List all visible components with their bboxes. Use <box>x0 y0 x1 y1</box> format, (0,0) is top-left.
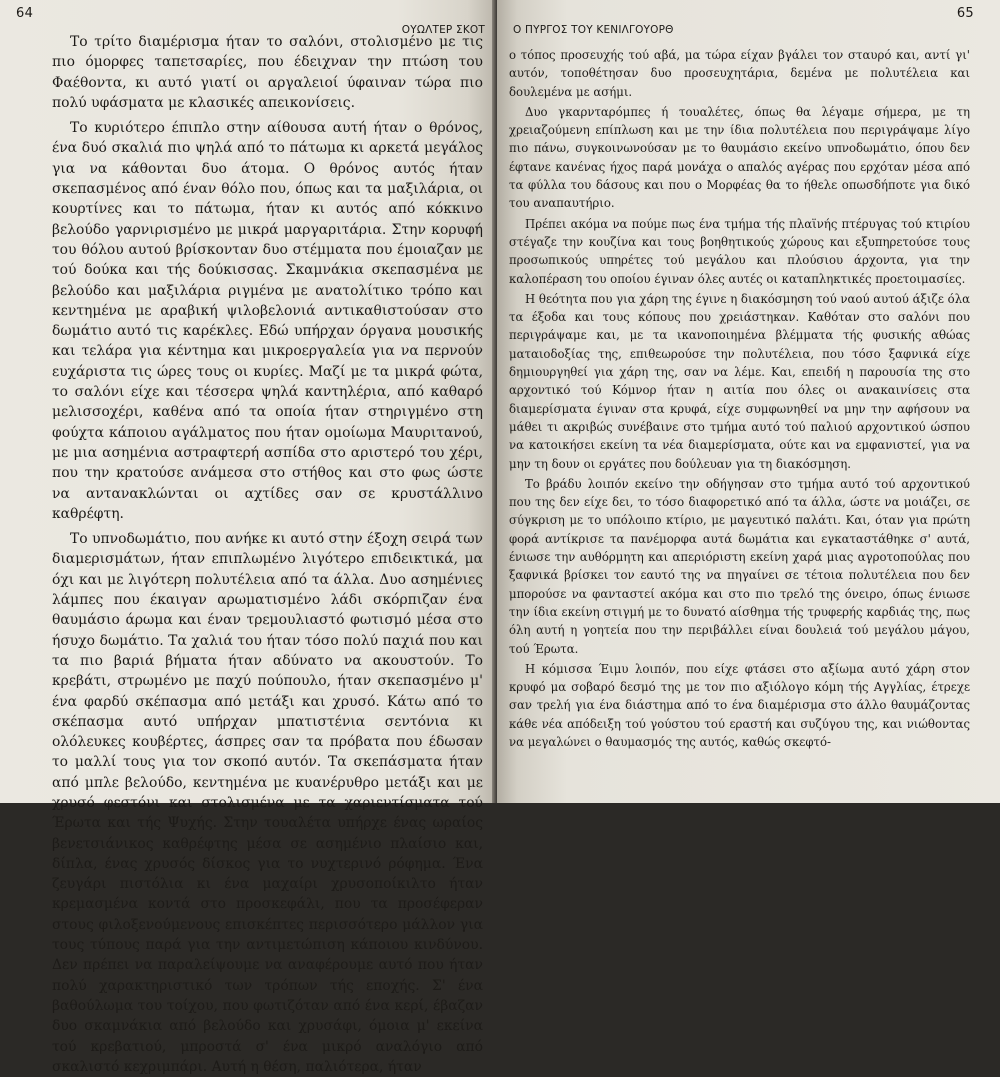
left-page-number: 64 <box>16 6 34 21</box>
right-paragraph-1: ο τόπος προσευχής τού αβά, μα τώρα είχαν βγάλει τον σταυρό και, αντί γι' αυτόν, τοποθέτησαν δυο προσευχητάρια, δεμένα με πολυτέλεια και δουλεμένα με ασήμι. <box>509 48 970 99</box>
left-page-header <box>16 6 485 36</box>
right-paragraph-3: Πρέπει ακόμα να πούμε πως ένα τμήμα τής πλαϊνής πτέρυγας τού κτιρίου στέγαζε την κουζίνα και τους βοηθητικούς χώρους και εξυπηρετούσε τους προσωπικούς υπηρέτες τού μεγάλου και πλούσιου άρχοντα, για την καλοπέραση του οποίου έγιναν όλες αυτές οι καταπληκτικές προετοιμασίες. <box>509 216 970 286</box>
left-paragraph-3: Το υπνοδωμάτιο, που ανήκε κι αυτό στην έξοχη σειρά των διαμερισμάτων, ήταν επιπλωμένο λιγότερο επιδεικτικά, μα όχι και με λιγότερη πολυτέλεια από τα άλλα. Δυο ασημένιες λάμπες που έκαιγαν αρωματισμένο λάδι σκόρπιζαν ένα θαυμάσιο άρωμα και έναν τρεμουλιαστό φωτισμό μέσα στο ήσυχο δωμάτιο. Τα χαλιά του ήταν τόσο πολύ παχιά που και τα πιο βαριά βήματα ήταν αδύνατο να ακουστούν. Το κρεβάτι, στρωμένο με παχύ πούπουλο, ήταν σκεπασμένο μ' ένα φαρδύ σκέπασμα από μετάξι και χρυσό. Κάτω από το σκέπασμα αυτό υπήρχαν μπατιστένια σεντόνια κι ολόλευκες κουβέρτες, άσπρες σαν τα πρόβατα που έδωσαν το μαλλί τους για τον σκοπό αυτόν. Τα σκεπάσματα ήταν από μπλε βελούδο, κεντημένα με κυανέρυθρο μετάξι και με χρυσό φεστόνι και στολισμένα με τα χαριεντίσματα τού Έρωτα και τής Ψυχής. Στην τουαλέτα υπήρχε ένας ωραίος βενετσιάνικος καθρέφτης μέσα σε ασημένιο πλαίσιο και, δίπλα, ένας χρυσός δίσκος για το νυχτερινό ρόφημα. Ένα ζευγάρι πιστόλια κι ένα μαχαίρι χρυσοποίκιλτο ήταν κρεμασμένα κοντά στο προσκεφάλι, που τα προσέφεραν στους φιλοξενούμενους επισκέπτες περισσότερο μάλλον για τους τύπους παρά για την αντιμετώπιση κάποιου κινδύνου. Δεν πρέπει να παραλείψουμε να αναφέρουμε αυτό που ήταν πολύ χαρακτηριστικό των τρόπων τής εποχής. Σ' ένα βαθούλωμα του τοίχου, που φωτιζόταν από ένα κερί, έβαζαν δυο σκαμνάκια από βελούδο και χρυσάφι, όμοια μ' εκείνα τού κρεβατιού, μπροστά σ' ένα μικρό αναλόγιο από σκαλιστό κεχριμπάρι. Αυτή η θέση, παλιότερα, ήταν <box>52 531 483 1075</box>
left-running-head: ΟΥΩΛΤΕΡ ΣΚΟΤ <box>401 24 485 36</box>
right-paragraph-4: Η θεότητα που για χάρη της έγινε η διακόσμηση τού ναού αυτού άξιζε όλα τα έξοδα και τους κόπους που χρειάστηκαν. Καθόταν στο σαλόνι που περιγράψαμε και, με τα ικανοποιημένα βλέμματα τής φυσικής αθώας ματαιοδοξίας της, επιθεωρούσε την πολυτέλεια, που τόσο ξαφνικά είχε δημιουργηθεί για χάρη της, σαν να λέμε. Και, επειδή η παρουσία της στο αρχοντικό τού Κόμνορ ήταν η αιτία που όλες οι ανακαινίσεις στα διαμερίσματα έγιναν στα κρυφά, είχε συμφωνηθεί να μην την αφήσουν να μάθει τι ακριβώς συνέβαινε στο τμήμα αυτό τού παλιού αρχοντικού ώσπου να κατοικήσει εκείνη τα νέα διαμερίσματα, ούτε και να εμφανιστεί, για να μην τη δουν οι εργάτες που δούλευαν για τη διακόσμηση. <box>509 291 970 471</box>
left-page-body <box>52 32 483 1077</box>
right-page-body <box>509 46 970 751</box>
right-page-header <box>509 6 974 36</box>
right-page <box>497 0 1000 803</box>
right-page-number: 65 <box>956 6 974 21</box>
right-running-head: Ο ΠΥΡΓΟΣ ΤΟΥ ΚΕΝΙΛΓΟΥΟΡΘ <box>513 24 674 36</box>
left-page <box>0 0 497 1075</box>
left-paragraph-1: Το τρίτο διαμέρισμα ήταν το σαλόνι, στολισμένο με τις πιο όμορφες ταπετσαρίες, που έδειχναν την πτώση του Φαέθοντα, κι αυτό γιατί οι αργαλειοί ύφαιναν τώρα πιο πολύ υφάσματα με κλασικές απεικονίσεις. <box>52 34 483 111</box>
right-paragraph-2: Δυο γκαρνταρόμπες ή τουαλέτες, όπως θα λέγαμε σήμερα, με τη χρειαζούμενη επίπλωση και με την ίδια πολυτέλεια που περιγράψαμε λίγο πιο πάνω, συγκοινωνούσαν με το θαυμάσιο εκείνο υπνοδωμάτιο, όπου δεν έφτανε κανένας ήχος παρά μονάχα ο απαλός αγέρας που ερχόταν μέσα από τα φύλλα του δάσους και που ο Μορφέας θα το ήθελε οπωσδήποτε για δικό του αναπαυτήριο. <box>509 104 970 211</box>
right-paragraph-6: Η κόμισσα Έιμυ λοιπόν, που είχε φτάσει στο αξίωμα αυτό χάρη στον κρυφό μα σοβαρό δεσμό της με τον πιο αξιόλογο κόμη τής Αγγλίας, έτρεχε σαν τρελή για ένα διάστημα από το ένα διαμέρισμα στο άλλο θαυμάζοντας κάθε νέα απόδειξη τού γούστου τού εραστή και συζύγου της, και νιώθοντας να μεγαλώνει ο θαυμασμός της αυτός, καθώς σκεφτό- <box>509 661 970 749</box>
right-paragraph-5: Το βράδυ λοιπόν εκείνο την οδήγησαν στο τμήμα αυτό τού αρχοντικού που της δεν είχε δει, το τόσο διαφορετικό από τα άλλα, ώστε να μοιάζει, σε σύγκριση με το υπόλοιπο κτίριο, με μαγευτικό παλάτι. Και, όταν για πρώτη φορά αντίκρισε τα πανέμορφα αυτά δωμάτια και εγκαταστάθηκε σ' αυτά, ένιωσε την αυθόρμητη και απεριόριστη εκείνη χαρά μιας αγροτοπούλας που ξαφνικά βρίσκει τον εαυτό της να πηγαίνει σε τέτοια πολυτέλεια που δεν μπορούσε να φανταστεί ακόμα και στο πιο τρελό της όνειρο, όπως ένιωσε την ίδια εκείνη στιγμή με το δυνατό αίσθημα τής τρυφερής καρδιάς της, πως όλη αυτή η γοητεία που την περιβάλλει είναι δουλειά τού μεγάλου μάγου, τού Έρωτα. <box>509 476 970 656</box>
left-paragraph-2: Το κυριότερο έπιπλο στην αίθουσα αυτή ήταν ο θρόνος, ένα δυό σκαλιά πιο ψηλά από το πάτωμα κι αρκετά μεγάλος για να κάθονται δυο άτομα. Ο θρόνος αυτός ήταν σκεπασμένος από έναν θόλο που, όπως και τα μαξιλάρια, οι κουρτίνες και το πάτωμα, ήταν κι αυτός από κόκκινο βελούδο γαρνιρισμένο με μικρά μαργαριτάρια. Στην κορυφή του θόλου αυτού βρίσκονταν δυο στέμματα που έμοιαζαν με τού δούκα και τής δούκισσας. Σκαμνάκια σκεπασμένα με βελούδο και μαξιλάρια ριγμένα με ανατολίτικο τρόπο και κεντημένα με αραβική ψιλοβελονιά αντικαθιστούσαν στο δωμάτιο αυτό τις καρέκλες. Εδώ υπήρχαν όργανα μουσικής και τελάρα για κέντημα και μικροεργαλεία για να περνούν ευχάριστα τις ώρες τους οι κυρίες. Μαζί με τα μικρά φώτα, το σαλόνι είχε και τέσσερα ψηλά καντηλέρια, από καθαρό μελισσοχέρι, καθένα από τα οποία ήταν στηριγμένο στη φούχτα κάποιου αγάλματος που ήταν ομοίωμα Μαυριτανού, με μια ασημένια αστραφτερή ασπίδα στο αριστερό του χέρι, που την κρατούσε ανάμεσα στο στήθος και στο φως ώστε να αντανακλώνται οι αχτίδες σαν σε κρυστάλλινο καθρέφτη. <box>52 120 483 522</box>
